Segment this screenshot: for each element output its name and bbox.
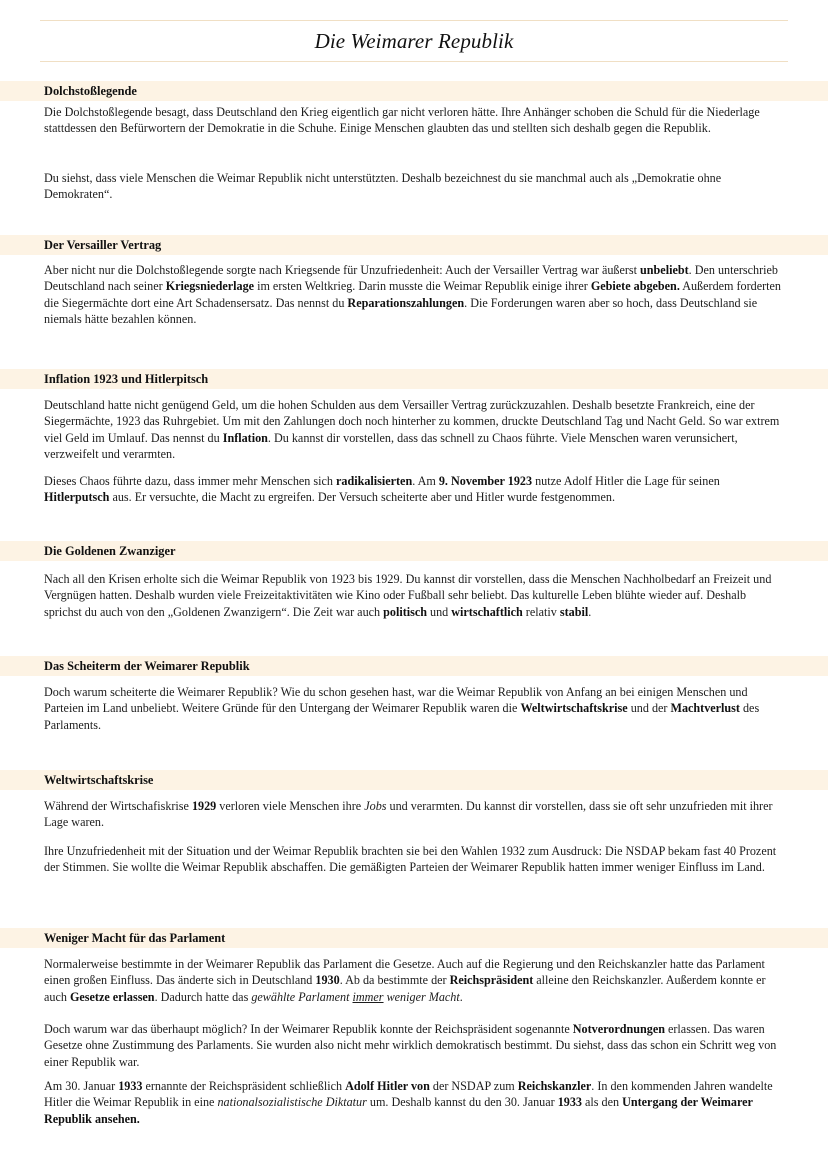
section-heading: Der Versailler Vertrag — [0, 235, 828, 255]
emphasis-bold: 1930 — [315, 973, 340, 988]
emphasis-bold: wirtschaftlich — [451, 604, 523, 619]
emphasis-bold: unbeliebt — [640, 263, 689, 277]
paragraph — [44, 843, 782, 876]
text-run: aus. Er versuchte, die Macht zu ergreifen. Der Versuch scheiterte aber und Hitler wurde festgenommen. — [109, 490, 615, 505]
section — [0, 656, 828, 732]
section-heading: Dolchstoßlegende — [0, 81, 828, 101]
emphasis-bold: stabil — [559, 604, 589, 619]
section-heading: Weniger Macht für das Parlament — [0, 928, 828, 948]
emphasis-bold: Gesetze erlassen — [69, 989, 155, 1004]
paragraph — [44, 104, 782, 137]
text-run: Aber nicht nur die Dolchstoßlegende sorgte nach Kriegsende für Unzufriedenheit: Auch der Versailler Vertrag war äußerst — [44, 263, 641, 277]
text-run: Die Dolchstoßlegende besagt, dass Deutschland den Krieg eigentlich gar nicht verloren hätte. Ihre Anhänger schoben die Schuld für die Niederlage stattdessen den Befürwortern der Demokratie in die Schuhe. Einige Menschen glaubten das und stellten sich deshalb gegen die Republik. — [44, 105, 760, 136]
page-title: Die Weimarer Republik — [314, 28, 514, 53]
emphasis-bold: 1933 — [557, 1095, 582, 1110]
text-run: erlassen. Das waren Gesetze ohne Zustimmung des Parlaments. Sie wurden also nicht mehr wirklich demokratisch bestimmt. Du siehst, dass das schon ein Schritt weg von einer Republik war. — [44, 1022, 777, 1069]
text-run: Deutschland hatte nicht genügend Geld, um die hohen Schulden aus dem Versailler Vertrag zurückzuzahlen. Deshalb besetzte Frankreich, eine der Siegermächte, 1923 das Ruhrgebiet. Um mit den Zahlungen doch noch hinterher zu kommen, druckte Deutschland Tag und Nacht Geld. So war extrem viel Geld im Umlauf. Das nennst du — [44, 398, 780, 445]
text-run: . Am — [412, 474, 439, 488]
text-run: im ersten Weltkrieg. Darin musste die Weimar Republik einige ihrer — [254, 279, 591, 294]
text-run: Während der Wirtschafiskrise — [44, 799, 192, 813]
emphasis-bold: Untergang der Weimarer Republik ansehen. — [44, 1095, 753, 1126]
emphasis-bold: Hitlerputsch — [44, 490, 110, 505]
emphasis-italic: weniger Macht — [383, 989, 460, 1004]
text-run: nutze Adolf Hitler die Lage für seinen — [532, 474, 720, 488]
title-bar — [40, 20, 788, 62]
text-run: und verarmten. Du kannst dir vorstellen, dass sie oft sehr unzufrieden mit ihrer Lage waren. — [44, 799, 773, 830]
text-run: ernannte der Reichspräsident schließlich — [142, 1079, 346, 1093]
paragraph — [44, 798, 782, 831]
section-heading: Weltwirtschaftskrise — [0, 770, 828, 790]
section — [0, 235, 828, 326]
paragraph — [44, 170, 782, 203]
emphasis-bold: Machtverlust — [670, 701, 740, 716]
text-run: alleine den Reichskanzler. Außerdem konnte er auch — [44, 973, 766, 1004]
section-heading: Das Scheiterm der Weimarer Republik — [0, 656, 828, 676]
text-run: der NSDAP zum — [429, 1079, 518, 1093]
text-run: und der — [627, 701, 671, 716]
paragraph — [44, 1021, 782, 1070]
text-run: . — [588, 604, 592, 619]
text-run: und — [427, 604, 452, 619]
text-run: . Die Forderungen waren aber so hoch, dass Deutschland sie niemals hätte bezahlen können. — [44, 295, 758, 326]
section — [0, 369, 828, 505]
emphasis-bold: politisch — [383, 604, 427, 619]
text-run: Ihre Unzufriedenheit mit der Situation und der Weimar Republik brachten sie bei den Wahlen 1932 zum Ausdruck: Die NSDAP bekam fast 40 Prozent der Stimmen. Sie wollte die Weimar Republik abschaffen. Die gemäßigten Parteien der Weimarer Republik hatten immer weniger Einfluss im Land. — [44, 844, 777, 875]
text-run: Doch warum scheiterte die Weimarer Republik? Wie du schon gesehen hast, war die Weimar Republik von Anfang an bei einigen Menschen und Parteien im Land unbeliebt. Weitere Gründe für den Untergang der Weimarer Republik waren die — [44, 685, 748, 716]
section-heading: Die Goldenen Zwanziger — [0, 541, 828, 561]
text-run: Doch warum war das überhaupt möglich? In der Weimarer Republik konnte der Reichspräsident sogenannte — [44, 1022, 573, 1036]
paragraph — [44, 956, 782, 1005]
emphasis-bold: Gebiete abgeben. — [590, 279, 680, 294]
emphasis-italic: Jobs — [364, 799, 387, 813]
emphasis-bold: Inflation — [222, 430, 268, 445]
text-run: Am 30. Januar — [44, 1079, 119, 1093]
paragraph — [44, 262, 782, 327]
emphasis-bold: 9. November 1923 — [438, 474, 533, 488]
text-run: relativ — [522, 604, 560, 619]
section — [0, 770, 828, 875]
text-run: als den — [581, 1095, 623, 1110]
text-run: um. Deshalb kannst du den 30. Januar — [366, 1095, 558, 1110]
text-run: Du siehst, dass viele Menschen die Weimar Republik nicht unterstützten. Deshalb bezeichnest du sie manchmal auch als „Demokratie ohne Demokraten“. — [44, 171, 722, 202]
paragraph — [44, 1078, 782, 1127]
section-heading: Inflation 1923 und Hitlerpitsch — [0, 369, 828, 389]
paragraph — [44, 397, 782, 462]
text-run: Außerdem forderten die Siegermächte dort eine Art Schadensersatz. Das nennst du — [44, 279, 781, 310]
emphasis-bold: Notverordnungen — [572, 1022, 665, 1036]
emphasis-italic: gewählte Parlament — [251, 989, 353, 1004]
text-run: Nach all den Krisen erholte sich die Weimar Republik von 1923 bis 1929. Du kannst dir vorstellen, dass die Menschen Nachholbedarf an Freizeit und Vergnügen hatten. Deshalb wurden viele Freizeitaktivitäten wie Kino oder Fußball sehr beliebt. Das kulturelle Leben blühte wieder auf. Deshalb sprichst du auch von den „Goldenen Zwanzigern“. Die Zeit war auch — [44, 572, 772, 619]
section — [0, 541, 828, 619]
text-run: . Du kannst dir vorstellen, dass das schnell zu Chaos führte. Viele Menschen waren verunsichert, verzweifelt und verarmten. — [44, 430, 738, 461]
text-run: . Dadurch hatte das — [154, 989, 252, 1004]
paragraph — [44, 684, 782, 733]
paragraph — [44, 571, 782, 620]
emphasis-italic: immer — [352, 989, 384, 1004]
paragraph — [44, 473, 782, 506]
emphasis-bold: Kriegsniederlage — [165, 279, 255, 294]
emphasis-bold: Reichspräsident — [449, 973, 534, 988]
text-run: Normalerweise bestimmte in der Weimarer Republik das Parlament die Gesetze. Auch auf die Regierung und den Reichskanzler hatte das Parlament einen großen Einfluss. Das änderte sich in Deutschland — [44, 957, 765, 988]
text-run: . — [459, 989, 463, 1004]
text-run: . In den kommenden Jahren wandelte Hitler die Weimar Republik in eine — [44, 1079, 773, 1110]
text-run: Dieses Chaos führte dazu, dass immer mehr Menschen sich — [44, 474, 336, 488]
text-run: . Ab da bestimmte der — [339, 973, 450, 988]
emphasis-bold: Adolf Hitler von — [345, 1079, 430, 1093]
section — [0, 81, 828, 202]
text-run: verloren viele Menschen ihre — [216, 799, 365, 813]
emphasis-bold: Weltwirtschaftskrise — [520, 701, 628, 716]
section — [0, 928, 828, 1126]
emphasis-bold: 1933 — [118, 1079, 143, 1093]
text-run: . Den unterschrieb Deutschland nach seiner — [44, 263, 778, 294]
emphasis-bold: Reparationszahlungen — [347, 295, 465, 310]
emphasis-bold: radikalisierten — [335, 474, 413, 488]
emphasis-bold: Reichskanzler — [517, 1079, 592, 1093]
emphasis-bold: 1929 — [191, 799, 217, 813]
emphasis-italic: nationalsozialistische Diktatur — [217, 1095, 367, 1110]
text-run: des Parlaments. — [44, 701, 760, 732]
